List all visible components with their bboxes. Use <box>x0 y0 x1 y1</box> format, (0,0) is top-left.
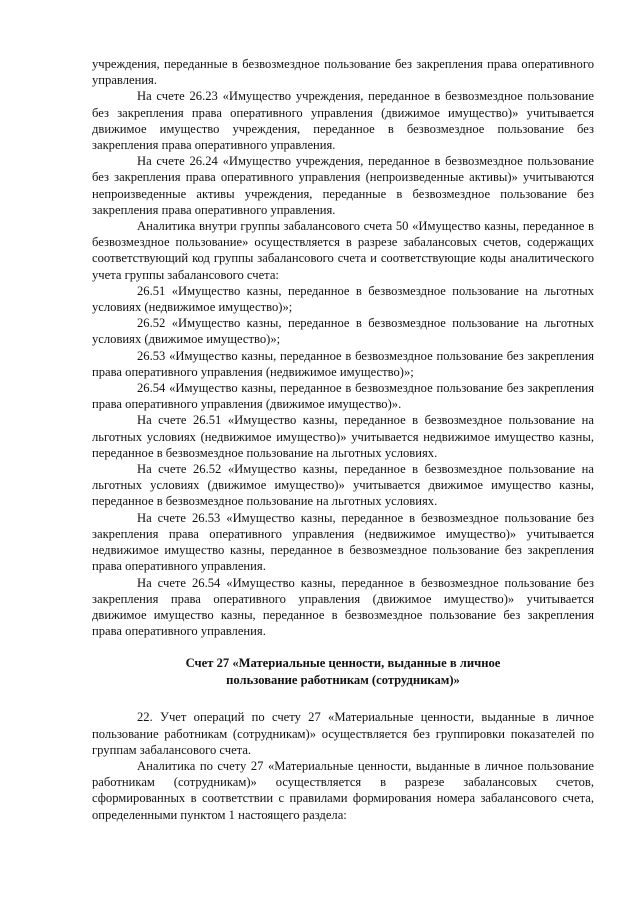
list-item-26-53: 26.53 «Имущество казны, переданное в безвозмездное пользование без закрепления права оперативного управления (недвижимое имущество)»; <box>92 348 594 379</box>
paragraph-account-26-51: На счете 26.51 «Имущество казны, переданное в безвозмездное пользование на льготных условиях (недвижимое имущество)» учитывается недвижимое имущество казны, переданное в безвозмездное пользование на льготных условиях. <box>92 413 594 460</box>
section-heading-line-1: Счет 27 «Материальные ценности, выданные в личное <box>185 656 501 671</box>
paragraph-item-22: 22. Учет операций по счету 27 «Материальные ценности, выданные в личное пользование работникам (сотрудникам)» осуществляется без группировки показателей по группам забалансового счета. <box>92 710 594 757</box>
section-heading-line-2: пользование работникам (сотрудникам)» <box>226 672 460 687</box>
paragraph-account-26-54: На счете 26.54 «Имущество казны, переданное в безвозмездное пользование без закрепления права оперативного управления (движимое имущество)» учитывается движимое имущество казны, переданное в безвозмездное пользование без закрепления права оперативного управления. <box>92 575 594 639</box>
paragraph-analytics-account-27: Аналитика по счету 27 «Материальные ценности, выданные в личное пользование работникам (сотрудникам)» осуществляется в разрезе забалансовых счетов, сформированных в соответствии с правилами формирования номера забалансового счета, определенными пунктом 1 настоящего раздела: <box>92 758 594 822</box>
paragraph-analytics-group-50: Аналитика внутри группы забалансового счета 50 «Имущество казны, переданное в безвозмездное пользование» осуществляется в разрезе забалансовых счетов, содержащих соответствующий код группы забалансового счета и соответствующие коды аналитического учета группы забалансового счета: <box>92 219 594 282</box>
paragraph-account-26-24: На счете 26.24 «Имущество учреждения, переданное в безвозмездное пользование без закрепления права оперативного управления (непроизведенные активы)» учитываются непроизведенные активы учреждения, переданные в безвозмездное пользование без закрепления права оперативного управления. <box>92 154 594 217</box>
paragraph-continuation: учреждения, переданные в безвозмездное пользование без закрепления права оперативного управления. <box>92 57 594 88</box>
section-heading-account-27 <box>92 655 594 688</box>
list-item-26-51: 26.51 «Имущество казны, переданное в безвозмездное пользование на льготных условиях (недвижимое имущество)»; <box>92 283 594 315</box>
paragraph-account-26-23: На счете 26.23 «Имущество учреждения, переданное в безвозмездное пользование без закрепления права оперативного управления (движимое имущество)» учитывается движимое имущество учреждения, переданное в безвозмездное пользование без закрепления права оперативного управления. <box>92 89 594 153</box>
list-item-26-52: 26.52 «Имущество казны, переданное в безвозмездное пользование на льготных условиях (движимое имущество)»; <box>92 316 594 347</box>
paragraph-account-26-53: На счете 26.53 «Имущество казны, переданное в безвозмездное пользование без закрепления права оперативного управления (недвижимое имущество)» учитывается недвижимое имущество казны, переданное в безвозмездное пользование без закрепления права оперативного управления. <box>92 510 594 574</box>
list-item-26-54: 26.54 «Имущество казны, переданное в безвозмездное пользование без закрепления права оперативного управления (движимое имущество)». <box>92 381 594 412</box>
document-page <box>92 56 594 823</box>
paragraph-account-26-52: На счете 26.52 «Имущество казны, переданное в безвозмездное пользование на льготных условиях (движимое имущество)» учитывается движимое имущество казны, переданное в безвозмездное пользование на льготных условиях. <box>92 462 594 509</box>
